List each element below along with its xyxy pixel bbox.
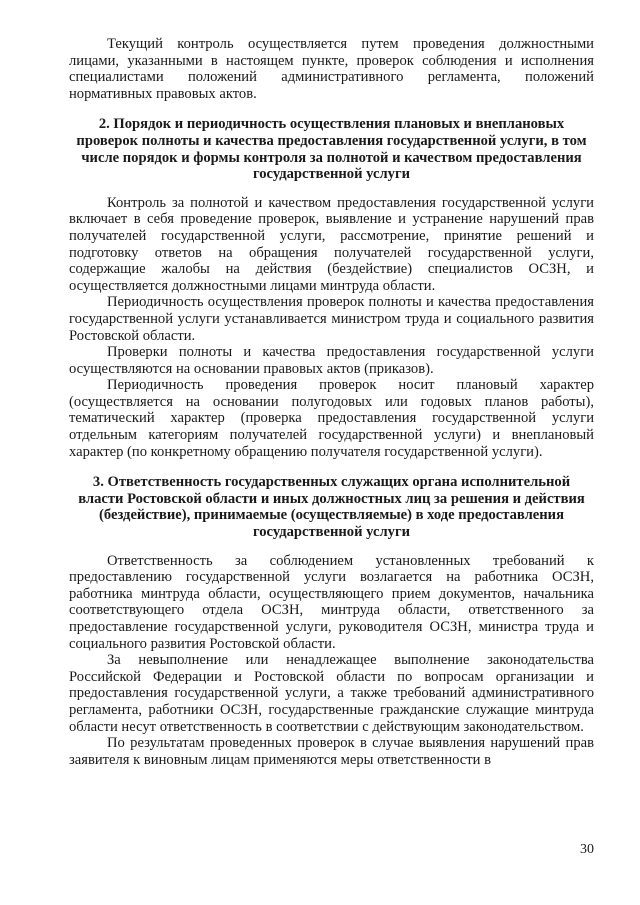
section-3-paragraph-1: Ответственность за соблюдением установленных требований к предоставлению государственной услуги возлагается на работника ОСЗН, работника минтруда области, осуществляющего прием документов, начальника соответствующего отдела ОСЗН, минтруда области, ответственного за предоставление государственной услуги, руководителя ОСЗН, министра труда и социального развития Ростовской области. (69, 552, 594, 652)
section-2-paragraph-4: Периодичность проведения проверок носит плановый характер (осуществляется на основании полугодовых или годовых планов работы), тематический характер (проверка предоставления государственной услуги отдельным категориям получателей государственной услуги) и внеплановый характер (по конкретному обращению получателя государственной услуги). (69, 377, 594, 460)
section-heading-2: 2. Порядок и периодичность осуществления плановых и внеплановых проверок полноты и качества предоставления государственной услуги, в том числе порядок и формы контроля за полнотой и качеством предоставления государственной услуги (76, 116, 587, 183)
section-heading-3: 3. Ответственность государственных служащих органа исполнительной власти Ростовской области и иных должностных лиц за решения и действия (бездействие), принимаемые (осуществляемые) в ходе предоставления государственной услуги (78, 474, 585, 541)
page-number: 30 (580, 842, 594, 857)
document-page (69, 36, 594, 768)
section-2-paragraph-1: Контроль за полнотой и качеством предоставления государственной услуги включает в себя проведение проверок, выявление и устранение нарушений прав получателей государственной услуги, рассмотрение, принятие решений и подготовку ответов на обращения получателей государственной услуги, содержащие жалобы на действия (бездействие) специалистов ОСЗН, и осуществляется должностными лицами минтруда области. (69, 194, 594, 294)
section-3-paragraph-3: По результатам проведенных проверок в случае выявления нарушений прав заявителя к виновным лицам применяются меры ответственности в (69, 735, 594, 768)
section-3-paragraph-2: За невыполнение или ненадлежащее выполнение законодательства Российской Федерации и Ростовской области по вопросам организации и предоставления государственной услуги, а также требований административного регламента, работники ОСЗН, государственные гражданские служащие минтруда области несут ответственность в соответствии с действующим законодательством. (69, 652, 594, 735)
section-2-paragraph-2: Периодичность осуществления проверок полноты и качества предоставления государственной услуги устанавливается министром труда и социального развития Ростовской области. (69, 294, 594, 344)
intro-paragraph: Текущий контроль осуществляется путем проведения должностными лицами, указанными в настоящем пункте, проверок соблюдения и исполнения специалистами положений административного регламента, положений нормативных правовых актов. (69, 36, 594, 102)
section-2-paragraph-3: Проверки полноты и качества предоставления государственной услуги осуществляются на основании правовых актов (приказов). (69, 344, 594, 377)
